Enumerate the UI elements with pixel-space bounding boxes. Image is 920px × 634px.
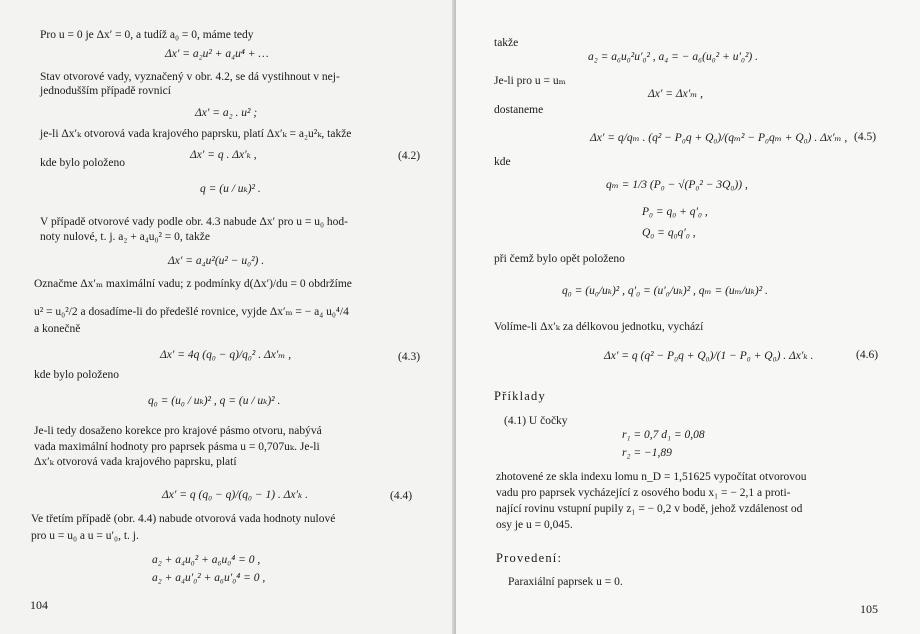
text-line: u² = u₀²/2 a dosadíme-li do předešlé rovnice, vyjde Δx′ₘ = − a₄ u₀⁴/4: [34, 306, 349, 318]
text-line: dostaneme: [494, 104, 544, 116]
text-line: Ve třetím případě (obr. 4.4) nabude otvorová vada hodnoty nulové: [31, 513, 336, 525]
equation: q₀ = (u₀ / uₖ)² , q = (u / uₖ)² .: [148, 395, 281, 407]
section-heading: Příklady: [494, 389, 546, 403]
text-line: Pro u = 0 je Δx′ = 0, a tudíž a₀ = 0, máme tedy: [40, 29, 254, 41]
equation: r₁ = 0,7 d₁ = 0,08: [622, 429, 705, 441]
page-number: 105: [860, 602, 878, 616]
text-line: kde bylo položeno: [40, 157, 125, 169]
equation: Δx′ = Δx′ₘ ,: [648, 88, 704, 100]
equation: a₂ + a₄u′₀² + a₆u′₀⁴ = 0 ,: [152, 572, 266, 584]
text-line: při čemž bylo opět položeno: [494, 253, 625, 265]
text-line: Je-li pro u = uₘ: [494, 75, 566, 87]
text-line: zhotovené ze skla indexu lomu n_D = 1,51625 vypočítat otvorovou: [496, 471, 807, 483]
text-line: osy je u = 0,045.: [496, 519, 573, 531]
text-line: Δx′ₖ otvorová vada krajového paprsku, platí: [34, 456, 237, 468]
text-line: vada maximální hodnoty pro paprsek pásma u = 0,707uₖ. Je-li: [34, 441, 320, 453]
equation: q₀ = (u₀/uₖ)² , q′₀ = (u′₀/uₖ)² , qₘ = (uₘ/uₖ)² .: [562, 285, 768, 297]
equation: Δx′ = a₄u²(u² − u₀²) .: [168, 255, 265, 267]
text-line: noty nulové, t. j. a₂ + a₄u₀² = 0, takže: [40, 231, 210, 243]
equation-number: (4.3): [398, 351, 421, 363]
equation: Q₀ = q₀q′₀ ,: [642, 227, 696, 239]
equation: Δx′ = 4q (q₀ − q)/q₀² . Δx′ₘ ,: [160, 349, 292, 361]
text-line: kde: [494, 156, 511, 168]
text-line: jednodušším případě rovnicí: [40, 85, 171, 97]
text-line: pro u = u₀ a u = u′₀, t. j.: [31, 530, 139, 542]
text-line: (4.1) U čočky: [504, 415, 568, 427]
text-line: Je-li tedy dosaženo korekce pro krajové pásmo otvoru, nabývá: [34, 425, 322, 437]
text-line: kde bylo položeno: [34, 369, 119, 381]
equation: Δx′ = a₂ . u² ;: [195, 107, 258, 119]
equation-number: (4.6): [856, 349, 879, 361]
equation: a₂ = a₆u₀²u′₀² , a₄ = − a₆(u₀² + u′₀²) .: [588, 51, 759, 63]
text-line: Označme Δx′ₘ maximální vadu; z podmínky d(Δx′)/du = 0 obdržíme: [34, 278, 352, 290]
text-line: V případě otvorové vady podle obr. 4.3 nabude Δx′ pro u = u₀ hod-: [40, 216, 348, 228]
equation: Δx′ = a₂u² + a₄u⁴ + …: [165, 48, 269, 60]
equation: a₂ + a₄u₀² + a₆u₀⁴ = 0 ,: [152, 554, 261, 566]
text-line: Volíme-li Δx′ₖ za délkovou jednotku, vychází: [494, 321, 704, 333]
text-line: takže: [494, 37, 519, 49]
text-line: je-li Δx′ₖ otvorová vada krajového paprsku, platí Δx′ₖ = a₂u²ₖ, takže: [40, 128, 352, 140]
left-page: [0, 0, 456, 634]
equation: P₀ = q₀ + q′₀ ,: [642, 206, 708, 218]
page-number: 104: [30, 598, 48, 612]
equation-number: (4.4): [390, 490, 413, 502]
text-line: a konečně: [34, 323, 81, 335]
text-line: vadu pro paprsek vycházející z osového bodu x₁ = − 2,1 a proti-: [496, 487, 791, 499]
equation: r₂ = −1,89: [622, 447, 672, 459]
section-heading: Provedení:: [496, 551, 563, 565]
equation-number: (4.5): [854, 131, 877, 143]
equation: Δx′ = q/qₘ . (q² − P₀q + Q₀)/(qₘ² − P₀qₘ + Q₀) . Δx′ₘ ,: [590, 132, 848, 144]
equation: Δx′ = q (q² − P₀q + Q₀)/(1 − P₀ + Q₀) . Δx′ₖ .: [604, 350, 814, 362]
text-line: Paraxiální paprsek u = 0.: [508, 576, 623, 588]
equation: Δx′ = q . Δx′ₖ ,: [190, 149, 257, 161]
equation: qₘ = 1/3 (P₀ − √(P₀² − 3Q₀)) ,: [606, 179, 748, 191]
equation: Δx′ = q (q₀ − q)/(q₀ − 1) . Δx′ₖ .: [162, 489, 308, 501]
equation: q = (u / uₖ)² .: [200, 183, 261, 195]
equation-number: (4.2): [398, 150, 421, 162]
right-page: [456, 0, 920, 634]
text-line: nající rovinu vstupní pupily z₁ = − 0,2 v bodě, jehož vzdálenost od: [496, 503, 803, 515]
text-line: Stav otvorové vady, vyznačený v obr. 4.2, se dá vystihnout v nej-: [40, 71, 340, 83]
